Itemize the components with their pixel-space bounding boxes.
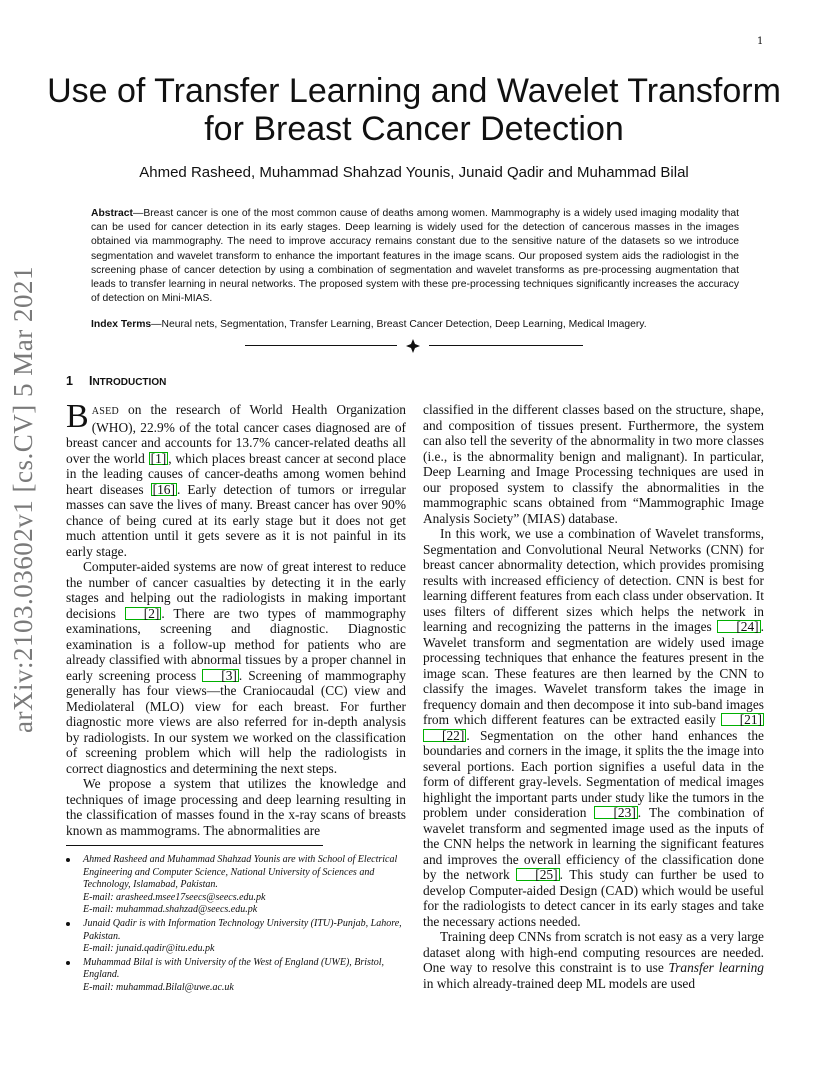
author-affiliation-footnotes <box>66 854 406 996</box>
paragraph-text: . The combination of wavelet transform and segmented image used as the inputs of the CNN helps the network in learning the significant features and improves the overall efficiency of the classification done by the network <box>423 805 765 882</box>
footnote-email: E-mail: muhammad.shahzad@seecs.edu.pk <box>83 904 258 916</box>
paragraph-text: In this work, we use a combination of Wavelet transforms, Segmentation and Convolutional Neural Networks (CNN) for breast cancer abnormality detection, which provides promising results with increased efficiency of detection. CNN is best for learning different features from each class under observation. It uses filters of different sizes which helps the network in learning and recognizing the patterns in the images <box>423 526 764 634</box>
section-title-initial: I <box>88 374 93 388</box>
page-number: 1 <box>757 36 764 47</box>
smallcaps-word: ASED <box>91 406 120 417</box>
bullet-icon <box>66 922 70 926</box>
paragraph <box>423 929 764 991</box>
section-divider <box>245 338 585 354</box>
citation-link[interactable]: [21] <box>721 713 764 726</box>
footnote-line: Junaid Qadir is with Information Technology University (ITU)-Punjab, Lahore, Pakistan. <box>83 917 402 942</box>
citation-link[interactable]: [24] <box>717 620 760 633</box>
paragraph-text: . Screening of mammography generally has four views—the Craniocaudal (CC) view and Mediolateral (MLO) view for each breast. For further diagnostic more views are also referred for in-depth analysis by radiologists. In our system we worked on the classification of screening problem which will help the radiologists in correct diagnostics and determining the next steps. <box>66 667 406 776</box>
citation-link[interactable]: [3] <box>202 669 239 682</box>
arxiv-identifier-stamp[interactable]: arXiv:2103.03602v1 [cs.CV] 5 Mar 2021 <box>8 266 38 733</box>
paragraph <box>66 398 407 559</box>
index-terms-text: —Neural nets, Segmentation, Transfer Learning, Breast Cancer Detection, Deep Learning, Medical Imagery. <box>151 319 647 330</box>
footnote-email: E-mail: junaid.qadir@itu.edu.pk <box>83 943 215 955</box>
paragraph-text: Computer-aided systems are now of great interest to reduce the number of cancer casualties by detecting it in the early stages and helping out the radiologists in making important decisions <box>66 559 406 621</box>
paragraph-text: classified in the different classes based on the structure, shape, and composition of tissues present. Furthermore, the system can also tell the severity of the abnormality in two more classes (i.e., is the abnormality benign and malignant). In particular, Deep Learning and Image Processing techniques are used in our proposed system to classify the abnormalities in the mammographic scans obtained from “Mammographic Image Analysis Society” (MIAS) database. <box>423 402 764 526</box>
left-column <box>66 398 407 838</box>
section-number: 1 <box>66 374 73 388</box>
paragraph-text: . Segmentation on the other hand enhances the boundaries and corners in the image, it splits the the image into several portions. Each portion signifies a useful data in the form of different gray-levels. Segmentation of medical images highlight the important parts under study like the tumors in the problem under consideration <box>423 727 764 820</box>
paragraph <box>66 559 406 776</box>
abstract <box>91 207 739 306</box>
footnote-rule <box>66 845 323 846</box>
citation-link[interactable]: [25] <box>516 868 559 881</box>
citation-link[interactable]: [2] <box>125 607 162 620</box>
paragraph-text: We propose a system that utilizes the knowledge and techniques of image processing and deep learning resulting in the classification of masses found in the x-ray scans of breasts known as mammograms. The abnormalities are <box>66 776 406 838</box>
divider-line-left <box>245 345 397 346</box>
citation-link[interactable]: [23] <box>594 806 637 819</box>
section-title-rest: NTRODUCTION <box>92 377 167 388</box>
index-terms-label: Index Terms <box>91 319 152 330</box>
paragraph-text: Training deep CNNs from scratch is not easy as a very large dataset along with high-end computing resources are needed. One way to resolve this constraint is to use <box>423 929 764 975</box>
right-column <box>423 402 764 991</box>
paragraph-text: on the research of World Health Organization (WHO), 22.9% of the total cancer cases diagnosed are of breast cancer and accounts for 13.7% cancer-related deaths all over the world <box>66 402 406 466</box>
author-list: Ahmed Rasheed, Muhammad Shahzad Younis, Junaid Qadir and Muhammad Bilal <box>139 164 689 181</box>
footnote-item <box>66 854 406 917</box>
drop-cap: B <box>66 398 89 435</box>
paragraph <box>423 402 764 526</box>
paragraph-text: . This study can further be used to develop Computer-aided Design (CAD) which would be useful for the radiologists to detect cancer in its early stages and take the necessary actions needed. <box>423 867 764 929</box>
footnote-line: Ahmed Rasheed and Muhammad Shahzad Younis are with School of Electrical Engineering and Computer Science, National University of Sciences and Technology, Islamabad, Pakistan. <box>83 854 398 891</box>
index-terms <box>91 318 739 332</box>
footnote-email: E-mail: arasheed.msee17seecs@seecs.edu.pk <box>83 891 266 903</box>
italic-term: Transfer learning <box>668 960 764 975</box>
citation-link[interactable]: [16] <box>152 481 175 497</box>
footnote-item <box>66 957 406 995</box>
abstract-label: Abstract <box>91 208 133 219</box>
paragraph <box>66 776 406 838</box>
paragraph-text: , which places breast cancer at second place in the leading causes of cancer-deaths among women behind heart diseases <box>66 450 407 497</box>
citation-link[interactable]: [22] <box>423 729 466 742</box>
footnote-line: Muhammad Bilal is with University of the West of England (UWE), Bristol, England. <box>83 956 384 981</box>
footnote-email: E-mail: muhammad.Bilal@uwe.ac.uk <box>83 981 234 993</box>
bullet-icon <box>66 858 70 862</box>
citation-link[interactable]: [1] <box>150 450 167 466</box>
paragraph-text: in which already-trained deep ML models are used <box>423 975 696 991</box>
paragraph <box>423 526 764 929</box>
paper-title: Use of Transfer Learning and Wavelet Transform for Breast Cancer Detection <box>47 72 781 148</box>
paragraph-text: . Early detection of tumors or irregular masses can save the lives of many. Breast cancer has over 90% chance of being cured at its early stage but it does not get much attention until it gets severe as it is not painful in its early stage. <box>66 481 406 559</box>
section-heading-introduction <box>66 374 166 388</box>
paragraph-text: . Wavelet transform and segmentation are widely used image processing techniques that enhance the features present in the image scan. These features are then learned by the CNN to classify the images. Wavelet transform takes the image in frequency domain and then decompose it into sub-band images from which different features can be extracted easily <box>423 619 764 727</box>
bullet-icon <box>66 961 70 965</box>
divider-star-icon <box>406 339 420 353</box>
divider-line-right <box>429 345 583 346</box>
abstract-text: —Breast cancer is one of the most common cause of deaths among women. Mammography is a widely used imaging modality that can be used for cancer detection in its early stages. Deep learning is widely used for the detection of cancerous masses in the images obtained via mammography. The need to improve accuracy remains constant due to the sensitive nature of the datasets so we introduce segmentation and wavelet transform to enhance the important features in the image scans. Our proposed system aids the radiologist in the screening phase of cancer detection by using a combination of segmentation and wavelet transforms as pre-processing augmentation that leads to transfer learning in neural networks. The proposed system with these pre-processing techniques significantly increases the accuracy of detection on Mini-MIAS. <box>91 208 739 305</box>
footnote-item <box>66 918 406 956</box>
paragraph-text: . There are two types of mammography examinations, screening and diagnostic. Diagnostic examination is a follow-up method for patients who are already classified with abnormal tissues by a proper channel in early screening process <box>66 605 406 683</box>
